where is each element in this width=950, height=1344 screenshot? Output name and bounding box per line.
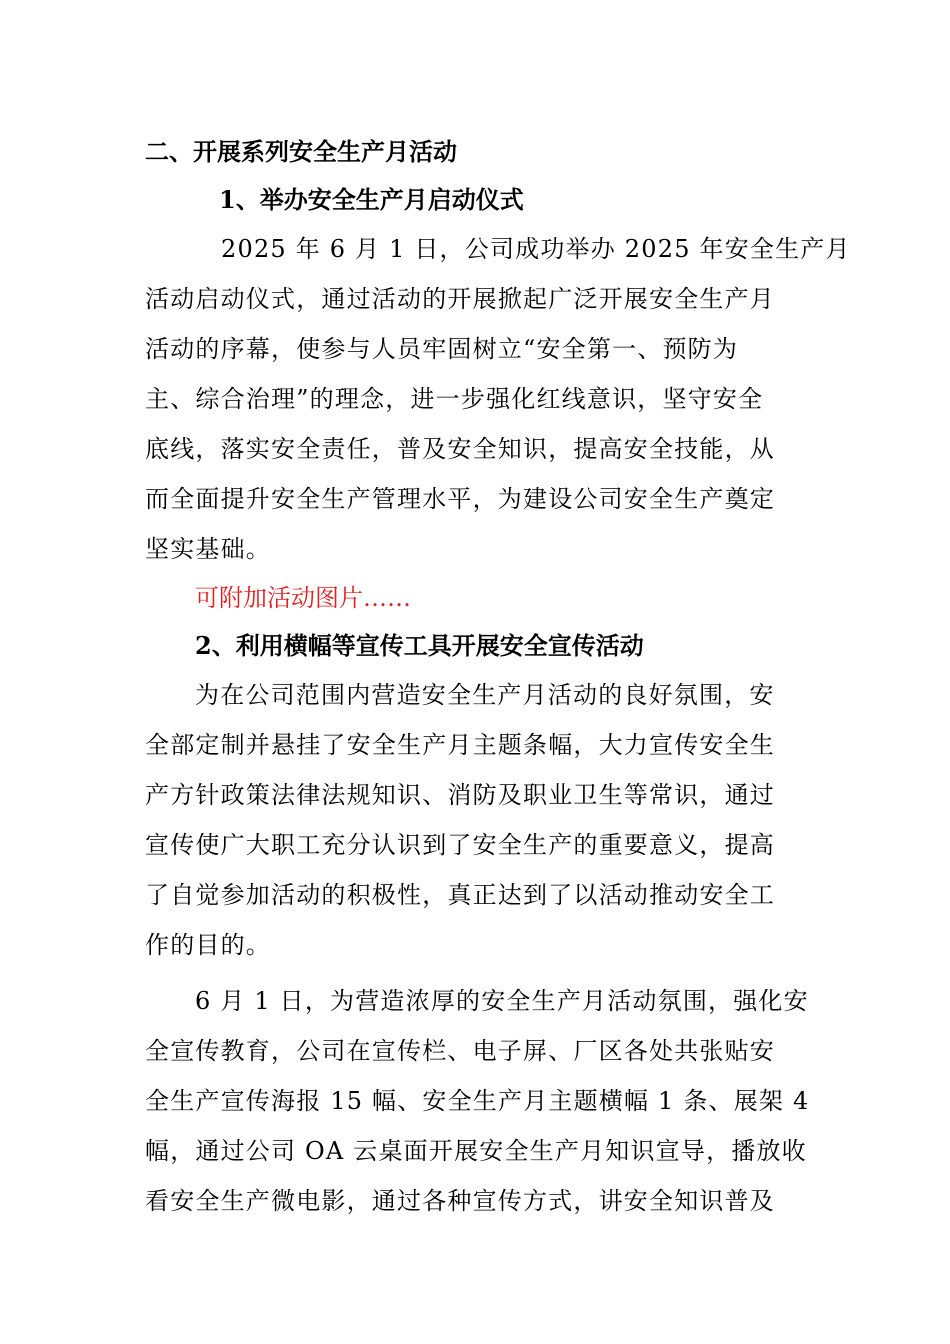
item-2-p2-line-1: 6 月 1 日，为营造浓厚的安全生产月活动氛围，强化安	[195, 987, 809, 1015]
item-1-line-2: 活动启动仪式，通过活动的开展掀起广泛开展安全生产月	[145, 285, 775, 313]
document-page	[145, 128, 851, 1226]
item-2-paragraph-2	[145, 976, 810, 1226]
photo-note: 可附加活动图片……	[195, 584, 411, 612]
item-2-p2-line-5: 看安全生产微电影，通过各种宣传方式，讲安全知识普及	[145, 1187, 775, 1215]
item-1-paragraph	[145, 224, 851, 574]
item-1-heading: 1、举办安全生产月启动仪式	[219, 185, 524, 214]
item-2-line-6: 作的目的。	[145, 931, 271, 959]
item-2-heading: 2、利用横幅等宣传工具开展安全宣传活动	[195, 631, 644, 660]
item-1-line-6: 而全面提升安全生产管理水平，为建设公司安全生产奠定	[145, 485, 775, 513]
item-1-line-4: 主、综合治理”的理念，进一步强化红线意识，坚守安全	[145, 385, 764, 413]
item-2-p2-line-2: 全宣传教育，公司在宣传栏、电子屏、厂区各处共张贴安	[145, 1037, 775, 1065]
item-1-line-7: 坚实基础。	[145, 535, 271, 563]
item-2-line-1: 为在公司范围内营造安全生产月活动的良好氛围，安	[195, 681, 775, 709]
item-1-line-1: 2025 年 6 月 1 日，公司成功举办 2025 年安全生产月	[221, 235, 851, 263]
item-2-line-2: 全部定制并悬挂了安全生产月主题条幅，大力宣传安全生	[145, 731, 775, 759]
item-2-p2-line-3: 全生产宣传海报 15 幅、安全生产月主题横幅 1 条、展架 4	[145, 1087, 810, 1115]
item-2-paragraph	[145, 670, 807, 970]
section-title: 二、开展系列安全生产月活动	[145, 137, 457, 166]
item-1-line-5: 底线，落实安全责任，普及安全知识，提高安全技能，从	[145, 435, 775, 463]
item-2-line-5: 了自觉参加活动的积极性，真正达到了以活动推动安全工	[145, 881, 775, 909]
item-2-p2-line-4: 幅，通过公司 OA 云桌面开展安全生产月知识宣导，播放收	[145, 1137, 807, 1165]
item-1-line-3: 活动的序幕，使参与人员牢固树立“安全第一、预防为	[145, 335, 739, 363]
item-2-line-4: 宣传使广大职工充分认识到了安全生产的重要意义，提高	[145, 831, 775, 859]
item-2-line-3: 产方针政策法律法规知识、消防及职业卫生等常识，通过	[145, 781, 775, 809]
